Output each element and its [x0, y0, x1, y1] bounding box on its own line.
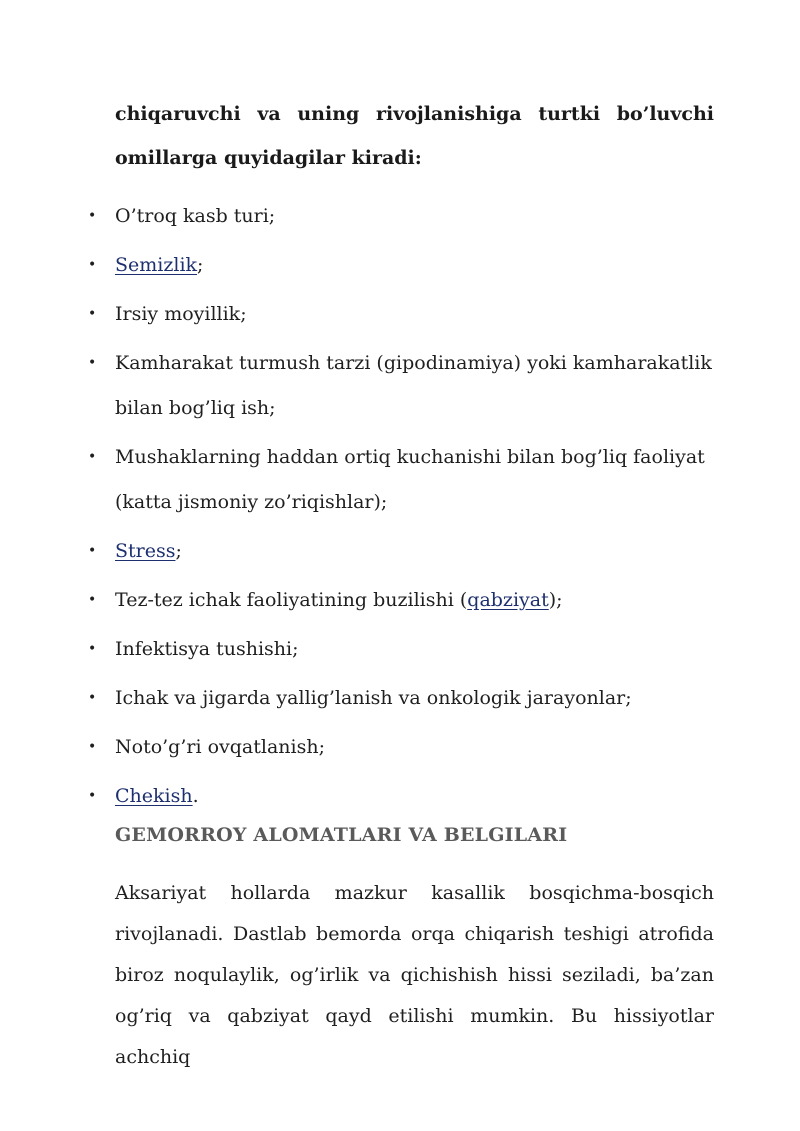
intro-line-2: omillarga quyidagilar kiradi: — [115, 147, 422, 169]
link-chekish[interactable]: Chekish — [115, 785, 193, 807]
list-item-prefix: Tez-tez ichak faoliyatining buzilishi ( — [115, 589, 468, 611]
bullet-icon: • — [88, 690, 97, 706]
intro-line-1: chiqaruvchi va uning rivojlanishiga turtki bo’luvchi — [115, 103, 714, 125]
list-item — [0, 578, 720, 623]
list-item — [0, 243, 720, 288]
list-item-text: Kamharakat turmush tarzi (gipodinamiya) yoki kamharakatlik bilan bog’liq ish; — [115, 352, 712, 419]
link-qabziyat[interactable]: qabziyat — [467, 589, 549, 611]
risk-factors-list — [0, 194, 800, 823]
list-item-suffix: ); — [548, 589, 563, 611]
list-item-suffix: ; — [197, 254, 204, 276]
bullet-icon: • — [88, 739, 97, 755]
body-paragraph: Aksariyat hollarda mazkur kasallik bosqichma-bosqich rivojlanadi. Dastlab bemorda orqa chiqarish teshigi atrofida biroz noqulaylik, og’irlik va qichishish hissi seziladi, ba’zan og’riq va qabziyat qayd etilishi mumkin. Bu hissiyotlar achchiq — [115, 882, 714, 1068]
list-item-text: Ichak va jigarda yallig’lanish va onkologik jarayonlar; — [115, 687, 632, 709]
link-semizlik[interactable]: Semizlik — [115, 254, 198, 276]
list-item — [0, 529, 720, 574]
list-item — [0, 774, 720, 819]
list-item — [0, 725, 720, 770]
list-item — [0, 435, 720, 525]
bullet-icon: • — [88, 257, 97, 273]
list-item-text: Noto’g’ri ovqatlanish; — [115, 736, 325, 758]
list-item — [0, 676, 720, 721]
bullet-icon: • — [88, 788, 97, 804]
list-item-text: O’troq kasb turi; — [115, 205, 276, 227]
list-item — [0, 627, 720, 672]
bullet-icon: • — [88, 592, 97, 608]
section-heading: GEMORROY ALOMATLARI VA BELGILARI — [115, 824, 568, 846]
list-item-text: Mushaklarning haddan ortiq kuchanishi bilan bog’liq faoliyat (katta jismoniy zo’riqishlar); — [115, 446, 705, 513]
bullet-icon: • — [88, 543, 97, 559]
bullet-icon: • — [88, 208, 97, 224]
list-item-suffix: . — [192, 785, 199, 807]
list-item — [0, 341, 720, 431]
bullet-icon: • — [88, 355, 97, 371]
list-item-suffix: ; — [175, 540, 182, 562]
bullet-icon: • — [88, 641, 97, 657]
list-item-text: Infektisya tushishi; — [115, 638, 299, 660]
list-item — [0, 194, 720, 239]
list-item-text: Irsiy moyillik; — [115, 303, 247, 325]
bullet-icon: • — [88, 306, 97, 322]
intro-paragraph — [115, 92, 714, 180]
link-stress[interactable]: Stress — [115, 540, 176, 562]
list-item — [0, 292, 720, 337]
bullet-icon: • — [88, 449, 97, 465]
